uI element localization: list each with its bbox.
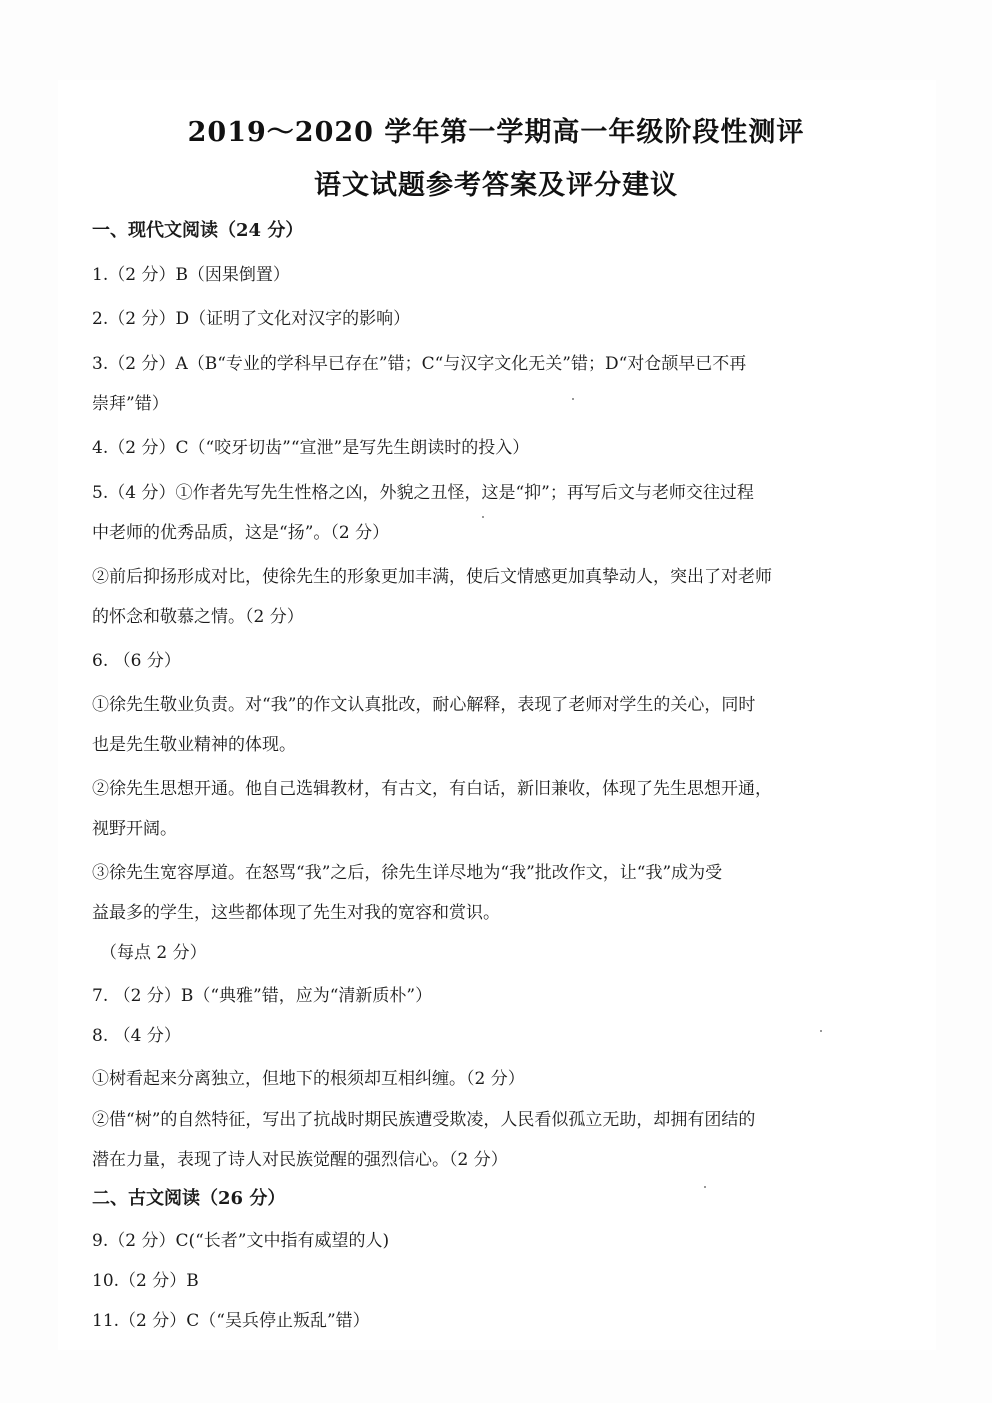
answer-line: ①徐先生敬业负责。对“我”的作文认真批改，耐心解释，表现了老师对学生的关心，同时	[92, 695, 756, 715]
answer-line: ②徐先生思想开通。他自己选辑教材，有古文，有白话，新旧兼收，体现了先生思想开通，	[92, 779, 772, 799]
scan-speck	[704, 1186, 706, 1188]
answer-line: 8. （4 分）	[92, 1026, 181, 1046]
section-heading-classical-reading: 二、古文阅读（26 分）	[92, 1188, 286, 1209]
answer-line: ③徐先生宽容厚道。在怒骂“我”之后，徐先生详尽地为“我”批改作文，让“我”成为受	[92, 863, 723, 883]
scan-speck	[572, 398, 574, 400]
document-subtitle: 语文试题参考答案及评分建议	[314, 170, 678, 201]
answer-line: 11.（2 分）C（“吴兵停止叛乱”错）	[92, 1311, 370, 1331]
answer-line: 益最多的学生，这些都体现了先生对我的宽容和赏识。	[92, 903, 500, 923]
answer-line: 4.（2 分）C（“咬牙切齿”“宣泄”是写先生朗读时的投入）	[92, 438, 530, 458]
answer-line: ②前后抑扬形成对比，使徐先生的形象更加丰满，使后文情感更加真挚动人，突出了对老师	[92, 567, 772, 587]
answer-line: 也是先生敬业精神的体现。	[92, 735, 296, 755]
answer-line: ②借“树”的自然特征，写出了抗战时期民族遭受欺凌，人民看似孤立无助，却拥有团结的	[92, 1110, 756, 1130]
answer-line: 中老师的优秀品质，这是“扬”。（2 分）	[92, 523, 390, 543]
answer-line: 2.（2 分）D（证明了文化对汉字的影响）	[92, 309, 411, 329]
answer-line: ①树看起来分离独立，但地下的根须却互相纠缠。（2 分）	[92, 1069, 525, 1089]
answer-line: 的怀念和敬慕之情。（2 分）	[92, 607, 304, 627]
document-title: 2019～2020 学年第一学期高一年级阶段性测评	[187, 117, 805, 148]
answer-line: 视野开阔。	[92, 819, 177, 839]
answer-line: 9.（2 分）C(“长者”文中指有威望的人)	[92, 1231, 390, 1251]
answer-line: 潜在力量，表现了诗人对民族觉醒的强烈信心。（2 分）	[92, 1150, 508, 1170]
answer-line: （每点 2 分）	[100, 943, 207, 963]
answer-line: 5.（4 分）①作者先写先生性格之凶，外貌之丑怪，这是“抑”；再写后文与老师交往过程	[92, 483, 754, 503]
answer-line: 1.（2 分）B（因果倒置）	[92, 265, 290, 285]
section-heading-modern-reading: 一、现代文阅读（24 分）	[92, 220, 304, 241]
answer-line: 6. （6 分）	[92, 651, 181, 671]
answer-line: 3.（2 分）A（B“专业的学科早已存在”错；C“与汉字文化无关”错；D“对仓颉早已不再	[92, 354, 747, 374]
scan-speck	[482, 516, 484, 518]
answer-line: 7. （2 分）B（“典雅”错，应为“清新质朴”）	[92, 986, 433, 1006]
answer-line: 10.（2 分）B	[92, 1271, 199, 1291]
answer-line: 崇拜”错）	[92, 394, 169, 414]
scan-speck	[820, 1030, 822, 1032]
